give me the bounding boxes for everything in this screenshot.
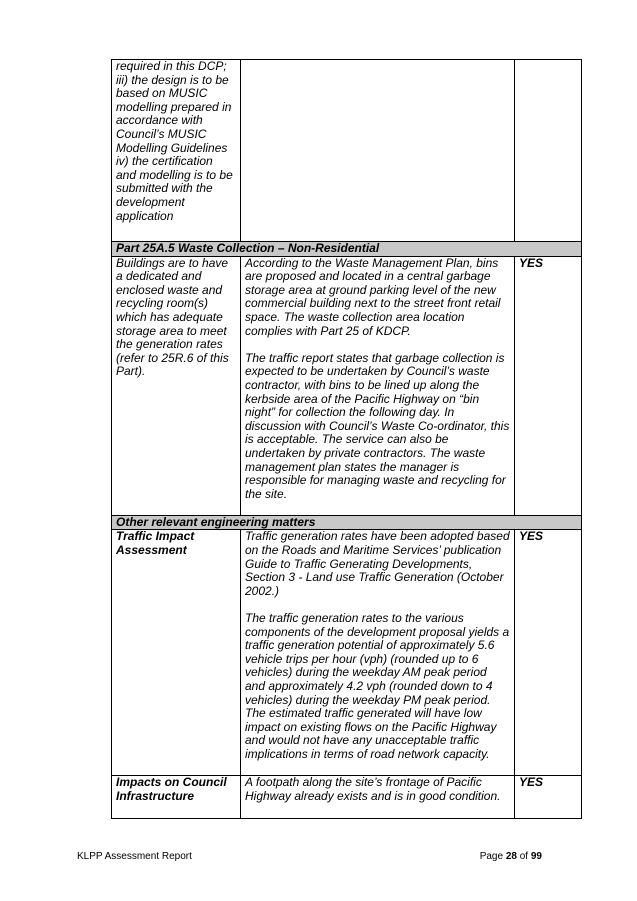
criterion-cell: required in this DCP; iii) the design is to be based on MUSIC modelling prepared in accordance with Council’s MUSIC Modelling Guidelines iv) the certification and modelling is to be submitted with the development application [112, 60, 241, 242]
criterion-cell: Buildings are to have a dedicated and enclosed waste and recycling room(s) which has adequate storage area to meet the generation rates (refer to 25R.6 of this Part). [112, 256, 241, 515]
comment-cell [241, 60, 515, 242]
table-row [112, 256, 582, 515]
section-header-waste: Part 25A.5 Waste Collection – Non-Residential [112, 242, 582, 257]
table-row [112, 60, 582, 242]
comment-paragraph: According to the Waste Management Plan, bins are proposed and located in a central garbage storage area at ground parking level of the new commercial building next to the street front retail space. The waste collection area location complies with Part 25 of KDCP. [245, 255, 501, 338]
footer-page-number [480, 851, 542, 862]
footer-report-name: KLPP Assessment Report [77, 851, 192, 862]
comment-cell [241, 256, 515, 515]
compliance-cell: YES [515, 256, 582, 515]
table-row [112, 776, 582, 819]
criterion-cell: Impacts on Council Infrastructure [112, 776, 241, 819]
comment-paragraph: The traffic generation rates to the various components of the development proposal yields a traffic generation potential of approximately 5.6 vehicle trips per hour (vph) (rounded up to 6 vehicles) during the weekday AM peak period and approximately 4.2 vph (rounded down to 4 vehicles) during the weekday PM peak period. The estimated traffic generated will have low impact on existing flows on the Pacific Highway and would not have any unacceptable traffic implications in terms of road network capacity. [245, 611, 510, 761]
comment-paragraph: The traffic report states that garbage collection is expected to be undertaken by Council’s waste contractor, with bins to be lined up along the kerbside area of the Pacific Highway on “bin night” for collection the following day. In discussion with Council’s Waste Co-ordinator, this is acceptable. The service can also be undertaken by private contractors. The waste management plan states the manager is responsible for managing waste and recycling for the site. [245, 350, 510, 501]
compliance-cell [515, 60, 582, 242]
comment-cell [241, 530, 515, 776]
criterion-cell: Traffic Impact Assessment [112, 530, 241, 776]
total-pages: 99 [530, 851, 542, 862]
compliance-cell: YES [515, 776, 582, 819]
page-label: Page [479, 851, 504, 862]
section-header-other: Other relevant engineering matters [112, 515, 582, 530]
assessment-table [111, 59, 582, 819]
compliance-cell: YES [515, 530, 582, 776]
comment-cell: A footpath along the site’s frontage of Pacific Highway already exists and is in good condition. [241, 776, 515, 819]
of-label: of [519, 851, 529, 862]
section-header-row [112, 515, 582, 530]
current-page: 28 [505, 851, 517, 862]
table-row [112, 530, 582, 776]
comment-paragraph: Traffic generation rates have been adopted based on the Roads and Maritime Services’ publication Guide to Traffic Generating Developments, Section 3 - Land use Traffic Generation (October 2002.) [245, 529, 510, 598]
section-header-row [112, 242, 582, 257]
